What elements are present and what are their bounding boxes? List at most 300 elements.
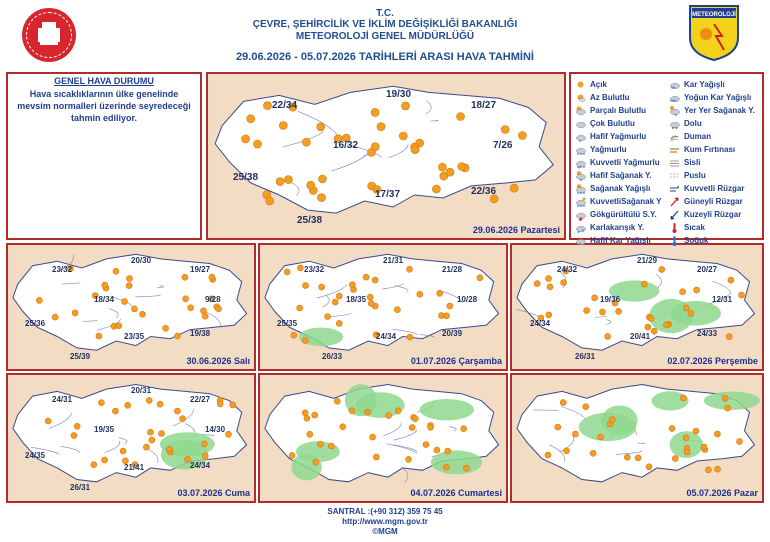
sun-icon	[547, 284, 553, 290]
legend-item	[669, 104, 755, 117]
sun-icon	[705, 467, 711, 473]
general-weather-text: Hava sıcaklıklarının ülke genelinde mevsim normalleri üzerinde seyredeceği tahmin ediliyor.	[17, 89, 191, 123]
temperature-label: 26/31	[575, 352, 596, 361]
sun-icon	[432, 185, 440, 193]
legend-item	[575, 91, 661, 104]
svg-text:*: *	[579, 242, 581, 247]
temperature-label: 17/37	[375, 189, 401, 200]
temperature-label: 22/27	[190, 395, 211, 404]
sun-icon	[276, 178, 284, 186]
day-label: 05.07.2026 Pazar	[686, 488, 758, 498]
legend-label: Kuvvetli Rüzgar	[684, 184, 745, 193]
sun-icon	[672, 456, 678, 462]
sun-icon	[307, 431, 313, 437]
day-label: 30.06.2026 Salı	[186, 356, 250, 366]
temperature-label: 19/35	[94, 425, 115, 434]
temperature-label: 14/30	[205, 425, 226, 434]
temperature-label: 18/27	[471, 100, 497, 111]
sun-icon	[120, 448, 126, 454]
sun-icon	[98, 400, 104, 406]
sun-icon	[444, 313, 450, 319]
sun-icon	[701, 444, 707, 450]
light-snow-icon	[575, 235, 586, 246]
temperature-label: 25/36	[25, 319, 46, 328]
sun-icon	[317, 123, 325, 131]
sun-icon	[202, 453, 208, 459]
heavy-snow-icon	[669, 92, 680, 103]
sun-icon	[546, 312, 552, 318]
sun-icon	[336, 320, 342, 326]
sun-icon	[443, 464, 449, 470]
sun-icon	[714, 431, 720, 437]
turkey-map	[260, 375, 506, 501]
sun-icon	[188, 305, 194, 311]
legend-label: Yağmurlu	[590, 145, 627, 154]
legend-label: Hafif Kar Yağışlı	[590, 236, 651, 245]
sun-icon	[302, 138, 310, 146]
sun-icon	[693, 428, 699, 434]
sun-icon	[545, 452, 551, 458]
map-panel-day-5	[6, 373, 256, 503]
thunderstorm-icon	[575, 209, 586, 220]
legend-label: Açık	[590, 80, 607, 89]
rain-area	[704, 392, 760, 410]
sun-icon	[609, 417, 615, 423]
sun-icon	[407, 334, 413, 340]
sun-icon	[372, 277, 378, 283]
legend-label: Çok Bulutlu	[590, 119, 635, 128]
sun-icon	[112, 408, 118, 414]
sun-icon	[437, 290, 443, 296]
legend-label: Parçalı Bulutlu	[590, 106, 647, 115]
header	[0, 0, 770, 72]
temperature-label: 26/33	[322, 352, 343, 361]
temperature-label: 9/28	[205, 295, 221, 304]
sun-icon	[659, 266, 665, 272]
rain-area	[579, 413, 637, 441]
sun-icon	[407, 266, 413, 272]
sun-icon	[688, 310, 694, 316]
sun-icon	[71, 433, 77, 439]
temperature-label: 23/35	[124, 332, 145, 341]
temperature-label: 12/31	[712, 295, 733, 304]
legend-item	[669, 208, 755, 221]
legend-label: Hafif Sağanak Y.	[590, 171, 652, 180]
legend-item	[669, 91, 755, 104]
temperature-label: 10/28	[457, 295, 478, 304]
legend-label: Yer Yer Sağanak Y.	[684, 106, 755, 115]
sun-icon	[217, 401, 223, 407]
sun-icon	[684, 449, 690, 455]
sun-icon	[394, 307, 400, 313]
sun-icon	[739, 292, 745, 298]
legend-item	[575, 234, 661, 247]
legend-label: Sağanak Yağışlı	[590, 184, 651, 193]
sun-icon	[318, 194, 326, 202]
sun-icon	[461, 426, 467, 432]
temperature-label: 20/31	[131, 386, 152, 395]
sun-icon	[600, 309, 606, 315]
sun-icon	[202, 313, 208, 319]
sun-icon	[313, 459, 319, 465]
sun-icon	[303, 283, 309, 289]
sun-icon	[371, 108, 379, 116]
legend-item	[575, 182, 661, 195]
fog-icon	[669, 157, 680, 168]
temperature-label: 19/38	[190, 329, 211, 338]
legend-label: Sisli	[684, 158, 701, 167]
sun-icon	[648, 315, 654, 321]
temperature-label: 23/32	[304, 265, 325, 274]
map-panel-day-1	[206, 72, 566, 240]
temperature-label: 24/34	[376, 332, 397, 341]
temperature-label: 24/31	[52, 395, 73, 404]
sun-icon	[680, 395, 686, 401]
header-ministry: ÇEVRE, ŞEHİRCİLİK VE İKLİM DEĞİŞİKLİĞİ BAKANLIĞI	[252, 19, 518, 30]
sun-icon	[297, 265, 303, 271]
sun-icon	[74, 423, 80, 429]
map-panel-day-2	[6, 243, 256, 371]
sun-icon	[363, 274, 369, 280]
sun-icon	[96, 333, 102, 339]
sun-icon	[680, 289, 686, 295]
sun-icon	[216, 306, 222, 312]
footer-copyright: ©MGM	[372, 527, 398, 536]
legend-item	[575, 78, 661, 91]
sun-icon	[149, 437, 155, 443]
sun-icon	[349, 408, 355, 414]
sun-icon	[328, 443, 334, 449]
map-panel-day-3	[258, 243, 508, 371]
sun-icon	[365, 409, 371, 415]
legend-item	[669, 234, 755, 247]
footer-url[interactable]: http://www.mgm.gov.tr	[342, 517, 428, 526]
temperature-label: 16/32	[333, 140, 359, 151]
sun-icon	[284, 269, 290, 275]
legend-label: Soğuk	[684, 236, 709, 245]
legend-item	[669, 182, 755, 195]
sun-icon	[564, 448, 570, 454]
light-rain-icon	[575, 131, 586, 142]
sun-icon	[555, 424, 561, 430]
sun-icon	[367, 294, 373, 300]
sun-icon	[406, 456, 412, 462]
sun-icon	[183, 296, 189, 302]
legend-label: Gökgürültülü S.Y.	[590, 210, 657, 219]
legend-label: KuvvetliSağanak Y	[590, 197, 662, 206]
sun-icon	[434, 447, 440, 453]
sun-icon	[546, 276, 552, 282]
south-wind-icon	[669, 196, 680, 207]
sun-icon	[72, 310, 78, 316]
sun-icon	[683, 305, 689, 311]
map-panel-day-4	[510, 243, 764, 371]
legend-label: Kum Fırtınası	[684, 145, 736, 154]
sun-icon	[334, 398, 340, 404]
sun-icon	[201, 308, 207, 314]
sun-icon	[518, 132, 526, 140]
sun-icon	[728, 277, 734, 283]
sun-icon	[157, 401, 163, 407]
sun-icon	[395, 408, 401, 414]
hot-icon	[669, 222, 680, 233]
temperature-label: 25/38	[233, 172, 259, 183]
sun-icon	[438, 163, 446, 171]
sun-icon	[159, 431, 165, 437]
temperature-label: 19/30	[386, 89, 412, 100]
legend-item	[575, 169, 661, 182]
sun-icon	[725, 405, 731, 411]
sun-icon	[616, 308, 622, 314]
map-panel-day-7	[510, 373, 764, 503]
sun-icon	[402, 102, 410, 110]
svg-text:***: ***	[670, 99, 676, 104]
legend-item	[669, 130, 755, 143]
temperature-label: 18/34	[94, 295, 115, 304]
sun-icon	[91, 462, 97, 468]
temperature-label: 20/39	[442, 329, 463, 338]
sun-icon	[147, 429, 153, 435]
temperature-label: 7/26	[493, 140, 513, 151]
sun-icon	[641, 281, 647, 287]
general-weather-title: GENEL HAVA DURUMU	[54, 76, 154, 86]
rain-area	[670, 301, 721, 326]
sun-icon	[264, 102, 272, 110]
legend-item	[575, 104, 661, 117]
sun-icon	[651, 328, 657, 334]
sun-icon	[458, 163, 466, 171]
sun-icon	[572, 431, 578, 437]
sun-icon	[302, 410, 308, 416]
sun-icon	[598, 434, 604, 440]
legend-left-column	[575, 78, 661, 247]
sun-icon	[284, 176, 292, 184]
sun-cloud-icon	[575, 105, 586, 116]
sun-icon	[230, 402, 236, 408]
sun-icon	[534, 281, 540, 287]
sun-icon	[411, 146, 419, 154]
temperature-label: 22/34	[272, 100, 298, 111]
sun-icon	[297, 305, 303, 311]
legend-label: Karlakarışık Y.	[590, 223, 645, 232]
temperature-label: 21/31	[383, 256, 404, 265]
local-shower-icon	[669, 105, 680, 116]
sun-icon	[291, 332, 297, 338]
legend-item	[575, 117, 661, 130]
sun-icon	[163, 325, 169, 331]
legend-item	[575, 143, 661, 156]
sun-icon	[317, 441, 323, 447]
sun-icon	[126, 283, 132, 289]
hail-icon	[669, 118, 680, 129]
legend-item	[575, 130, 661, 143]
sun-icon	[209, 274, 215, 280]
sun-icon	[683, 435, 689, 441]
temperature-label: 24/32	[557, 265, 578, 274]
sun-icon	[605, 333, 611, 339]
snow-icon	[669, 79, 680, 90]
temperature-label: 21/41	[124, 463, 145, 472]
legend-label: Hafif Yağmurlu	[590, 132, 647, 141]
temperature-label: 19/27	[190, 265, 211, 274]
legend-label: Yoğun Kar Yağışlı	[684, 93, 752, 102]
legend-label: Kuvvetli Yağmurlu	[590, 158, 660, 167]
sun-icon	[125, 402, 131, 408]
sun-icon	[113, 268, 119, 274]
sun-icon	[332, 299, 338, 305]
sun-icon	[279, 122, 287, 130]
footer-phone: SANTRAL :(+90 312) 359 75 45	[327, 507, 443, 516]
temperature-label: 24/34	[530, 319, 551, 328]
temperature-label: 20/30	[131, 256, 152, 265]
sun-icon	[336, 293, 342, 299]
sun-icon	[377, 123, 385, 131]
legend-item	[575, 208, 661, 221]
sun-icon	[561, 280, 567, 286]
sun-icon	[127, 276, 133, 282]
sun-icon	[122, 299, 128, 305]
sun-icon	[464, 465, 470, 471]
sun-icon	[373, 454, 379, 460]
sun-icon	[477, 275, 483, 281]
sun-icon	[304, 415, 310, 421]
sun-icon	[349, 282, 355, 288]
sun-icon	[167, 446, 173, 452]
meteoroloji-logo	[688, 4, 740, 62]
legend-item	[669, 78, 755, 91]
sun-icon	[36, 297, 42, 303]
sun-icon	[592, 295, 598, 301]
sun-icon	[645, 324, 651, 330]
sun-icon	[737, 439, 743, 445]
map-panel-day-6	[258, 373, 508, 503]
sun-icon	[447, 303, 453, 309]
temperature-label: 24/33	[697, 329, 718, 338]
legend-label: Kuzeyli Rüzgar	[684, 210, 742, 219]
sun-icon	[386, 413, 392, 419]
sun-icon	[560, 400, 566, 406]
temperature-label: 22/36	[471, 186, 497, 197]
temperature-label: 25/38	[297, 215, 323, 226]
sun-icon	[174, 408, 180, 414]
legend-item	[669, 156, 755, 169]
sun-icon	[501, 126, 509, 134]
sun-icon	[722, 395, 728, 401]
temperature-label: 20/41	[630, 332, 651, 341]
legend-item	[669, 169, 755, 182]
sun-icon	[52, 314, 58, 320]
sun-icon	[590, 450, 596, 456]
sun-icon	[370, 434, 376, 440]
sun-icon	[182, 274, 188, 280]
legend	[569, 72, 764, 247]
temperature-label: 20/27	[697, 265, 718, 274]
smoke-icon	[669, 131, 680, 142]
sun-icon	[417, 291, 423, 297]
legend-right-column	[669, 78, 755, 247]
svg-text:**: **	[671, 86, 675, 91]
sun-icon	[140, 311, 146, 317]
legend-label: Duman	[684, 132, 712, 141]
sun-icon	[457, 113, 465, 121]
rain-icon	[575, 144, 586, 155]
temperature-label: 24/34	[190, 461, 211, 470]
legend-item	[669, 117, 755, 130]
legend-item	[669, 143, 755, 156]
sun-icon	[319, 284, 325, 290]
sun-icon	[319, 175, 327, 183]
sun-icon	[116, 323, 122, 329]
sun-icon	[423, 442, 429, 448]
sun-icon	[307, 181, 315, 189]
sun-icon	[289, 452, 295, 458]
sun-icon	[180, 416, 186, 422]
sun-icon	[146, 397, 152, 403]
day-label: 29.06.2026 Pazartesi	[472, 225, 560, 235]
sun-icon	[102, 457, 108, 463]
sun-icon	[399, 132, 407, 140]
svg-text:METEOROLOJİ: METEOROLOJİ	[692, 12, 736, 18]
legend-label: Puslu	[684, 171, 706, 180]
sun-icon	[254, 140, 262, 148]
cloud-icon	[575, 118, 586, 129]
sun-icon	[312, 412, 318, 418]
sun-icon	[242, 135, 250, 143]
light-shower-icon	[575, 170, 586, 181]
temperature-label: 25/39	[70, 352, 91, 361]
header-line1: T.C.	[376, 8, 394, 19]
sun-icon	[694, 287, 700, 293]
turkey-map	[512, 375, 762, 501]
sun-icon	[575, 79, 586, 90]
forecast-date-range: 29.06.2026 - 05.07.2026 TARİHLERİ ARASI HAVA TAHMİNİ	[236, 51, 534, 63]
sun-small-cloud-icon	[575, 92, 586, 103]
temperature-label: 21/29	[637, 256, 658, 265]
cold-icon	[669, 235, 680, 246]
sun-icon	[201, 441, 207, 447]
legend-item	[575, 221, 661, 234]
sun-icon	[102, 282, 108, 288]
day-label: 02.07.2026 Perşembe	[667, 356, 758, 366]
temperature-label: 26/31	[70, 483, 91, 492]
day-label: 01.07.2026 Çarşamba	[410, 356, 502, 366]
day-label: 03.07.2026 Cuma	[177, 488, 250, 498]
sun-icon	[583, 404, 589, 410]
temperature-label: 19/36	[600, 295, 621, 304]
sun-icon	[726, 334, 732, 340]
sun-icon	[646, 464, 652, 470]
svg-text:*: *	[582, 229, 584, 234]
legend-item	[575, 195, 661, 208]
north-wind-icon	[669, 209, 680, 220]
sun-icon	[635, 455, 641, 461]
strong-wind-icon	[669, 183, 680, 194]
legend-label: Az Bulutlu	[590, 93, 630, 102]
sun-icon	[368, 300, 374, 306]
sun-icon	[226, 431, 232, 437]
sun-icon	[371, 143, 379, 151]
temperature-label: 21/28	[442, 265, 463, 274]
legend-item	[669, 221, 755, 234]
sleet-icon	[575, 222, 586, 233]
sun-icon	[664, 322, 670, 328]
sandstorm-icon	[669, 144, 680, 155]
sun-icon	[302, 338, 308, 344]
sun-icon	[45, 418, 51, 424]
legend-item	[669, 195, 755, 208]
header-directorate: METEOROLOJİ GENEL MÜDÜRLÜĞÜ	[295, 31, 475, 42]
temperature-label: 18/35	[346, 295, 367, 304]
